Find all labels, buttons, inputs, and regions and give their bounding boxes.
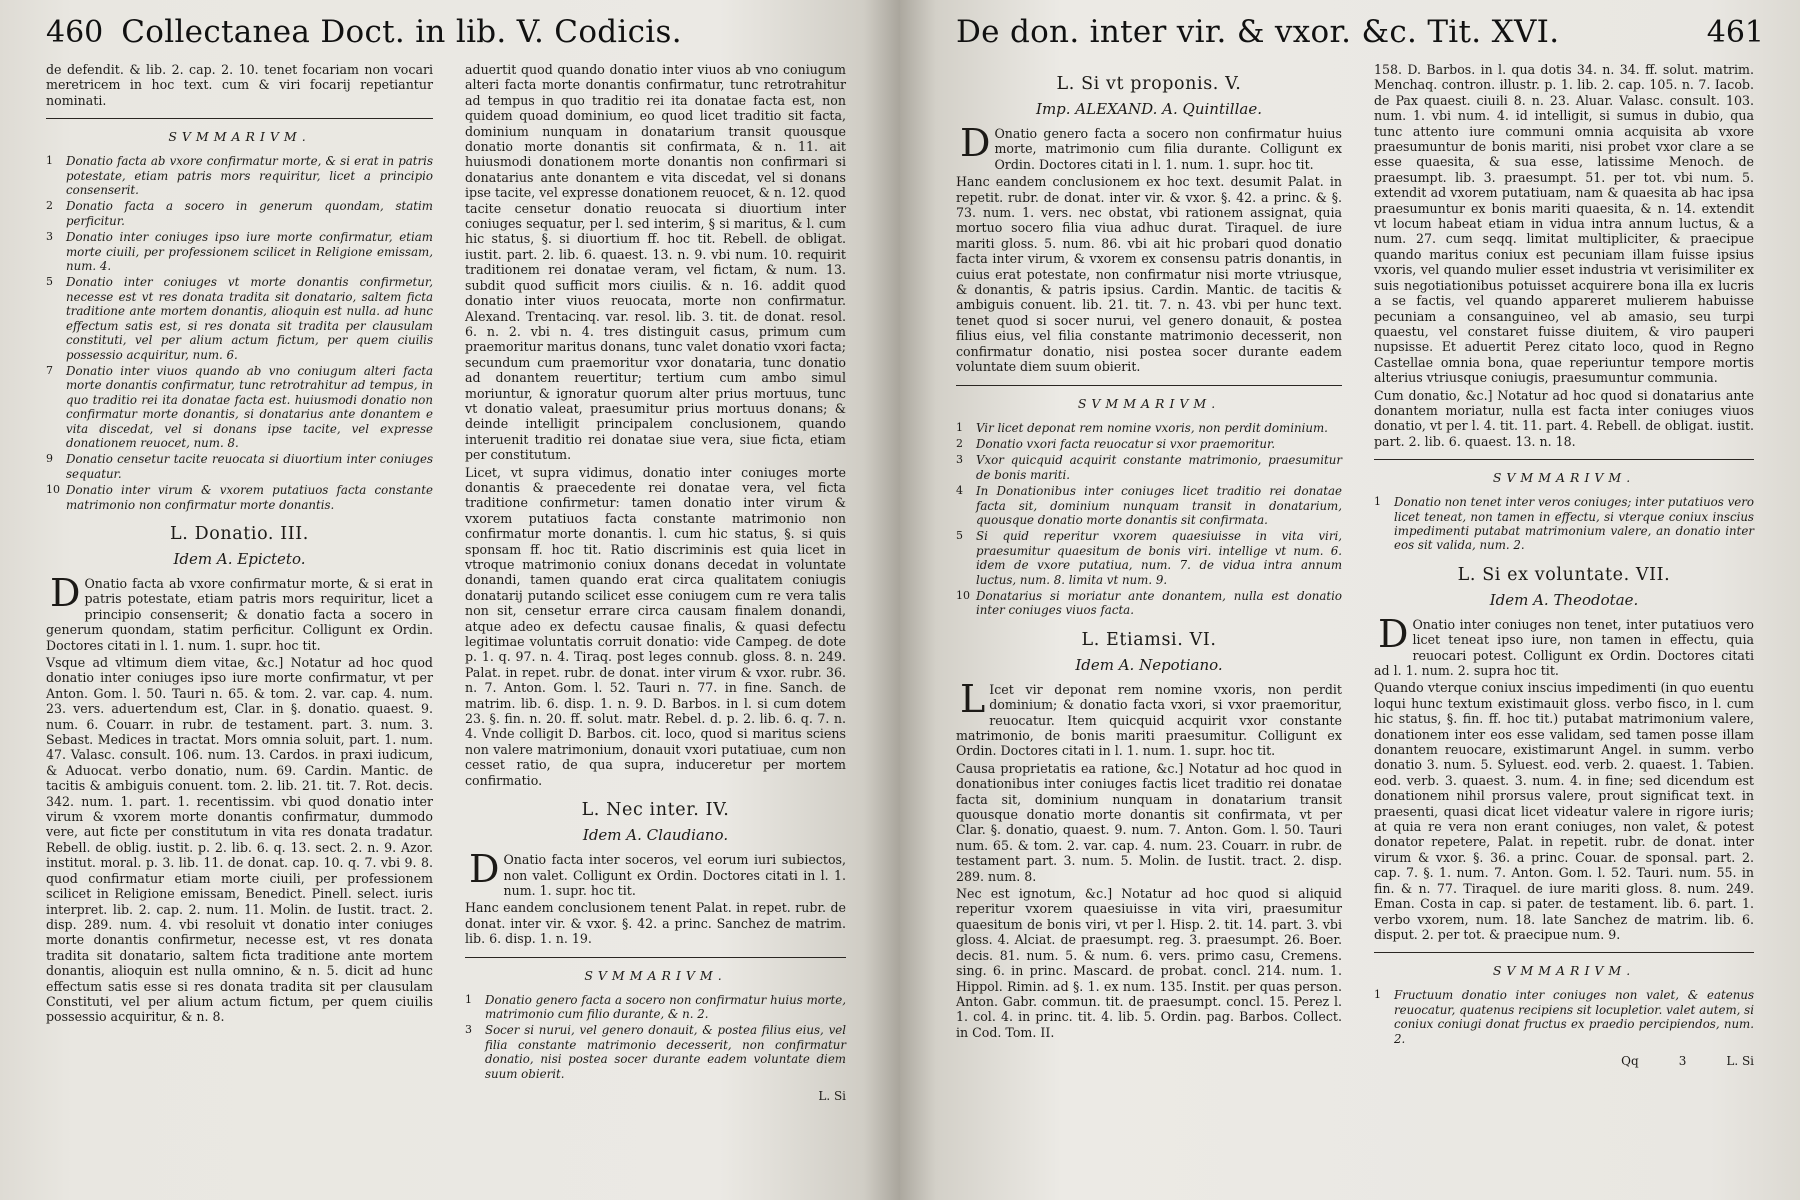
drop-cap: D bbox=[960, 121, 991, 165]
right-running-head bbox=[956, 14, 1764, 62]
right-column-2 bbox=[1360, 62, 1764, 1068]
summary-heading: SVMMARIVM. bbox=[1492, 963, 1636, 979]
law-body: D Onatio facta ab vxore confirmatur morte, & si erat in patris potestate, etiam patris mors requiritur, licet a principio consenserit; & donatio facta a socero in generum quondam, statim perficitur. Colligunt ex Ordin. Doctores citati in l. 1. num. 1. supr. hoc tit. bbox=[46, 570, 433, 653]
divider-rule bbox=[465, 957, 846, 958]
law-subtitle: Idem A. Nepotiano. bbox=[1075, 655, 1223, 674]
commentary-text: Causa proprietatis ea ratione, &c.] Notatur ad hoc quod in donationibus inter coniuges factis licet traditio rei donatae facta sit, dominium nunquam in donatarium transit quousque donatio morte donantis sit confirmata, vt per Clar. §. donatio, quaest. 9. num. 7. Anton. Gom. l. 50. Tauri num. 65. & tom. 2. var. cap. 4. num. 23. Couarr. in rubr. de testament part. 3. num. 5. Molin. de Iustit. tract. 2. disp. 289. num. 8. bbox=[956, 760, 1342, 884]
summary-item: 1 Fructuum donatio inter coniuges non valet, & eatenus reuocatur, quatenus recipiens sit locupletior. valet autem, si coniux coniugi donat fructus ex praedio percipiendos, num. 2. bbox=[1374, 988, 1754, 1046]
catchword: L. Si bbox=[1726, 1053, 1754, 1068]
left-column-1 bbox=[46, 62, 451, 1103]
summary-heading: SVMMARIVM. bbox=[584, 967, 727, 983]
left-running-head bbox=[46, 14, 856, 62]
drop-cap: L bbox=[960, 676, 986, 721]
law-subtitle: Idem A. Theodotae. bbox=[1489, 590, 1639, 609]
summary-item: 2 Donatio facta a socero in generum quondam, statim perficitur. bbox=[46, 199, 433, 228]
law-title: L. Nec inter. IV. bbox=[581, 800, 730, 821]
divider-rule bbox=[1374, 459, 1754, 460]
right-columns bbox=[956, 62, 1764, 1068]
left-running-title: Collectanea Doct. in lib. V. Codicis. bbox=[121, 14, 682, 50]
law-title: L. Si vt proponis. V. bbox=[1056, 74, 1242, 94]
law-body: D Onatio facta inter soceros, vel eorum iuri subiectos, non valet. Colligunt ex Ordin. Doctores citati in l. 1. num. 1. supr. hoc tit. bbox=[469, 847, 846, 898]
law-title: L. Donatio. III. bbox=[170, 523, 309, 544]
summary-item: 1 Vir licet deponat rem nomine vxoris, non perdit dominium. bbox=[956, 420, 1328, 435]
catchword: L. Si bbox=[818, 1088, 846, 1103]
summary-item: 2 Donatio vxori facta reuocatur si vxor praemoritur. bbox=[956, 436, 1276, 451]
commentary-text: Hanc eandem conclusionem tenent Palat. in repet. rubr. de donat. inter vir. & vxor. §. 42. a princ. Sanchez de matrim. lib. 6. disp. 1. n. 19. bbox=[465, 900, 846, 947]
right-running-title: De don. inter vir. & vxor. &c. Tit. XVI. bbox=[956, 14, 1560, 50]
law-body: L Icet vir deponat rem nomine vxoris, non perdit dominium; & donatio facta vxori, si vxor praemoritur, reuocatur. Item quicquid acquirit vxor constante matrimonio, de bonis mariti praesumitur. Colligunt ex Ordin. Doctores citati in l. 1. num. 1. supr. hoc tit. bbox=[956, 676, 1342, 759]
divider-rule bbox=[46, 118, 433, 119]
law-subtitle: Imp. ALEXAND. A. Quintillae. bbox=[1036, 100, 1262, 118]
signature-number: 3 bbox=[1678, 1053, 1687, 1068]
summary-heading: SVMMARIVM. bbox=[168, 129, 311, 145]
summary-list bbox=[46, 154, 433, 512]
commentary-text: aduertit quod quando donatio inter viuos ab vno coniugum alteri facta morte donantis confirmatur, tunc retrotrahitur ad tempus in quo traditio rei ita donatae facta est, non quidem quoad dominium, eo quod licet traditio sit facta, dominium nunquam in donatarium transit quousque donatio morte donantis sit confirmata, & n. 11. ait huiusmodi donationem morte donantis non confirmari si donatarius ante donantem e vita discedat, vel si donans ipse tacite, vel expresse donationem reuocet, & n. 12. quod tacite censetur donatio reuocata si diuortium inter coniuges sequatur, per l. sed interim, § si maritus, & l. cum hic status, §. si diuortium ff. hoc tit. Rebell. de obligat. iustit. part. 2. lib. 6. quaest. 13. n. 9. vbi num. 10. requirit traditionem rei donatae veram, vel fictam, & num. 13. subdit quod sufficit mors ciuilis. & n. 16. addit quod donatio inter viuos reuocata, morte non confirmatur. Alexand. Trentacinq. var. resol. lib. 3. tit. de donat. resol. 6. n. 2. vbi n. 4. tres distinguit casus, primum cum praemoritur maritus donans, tunc valet donatio vxori facta; secundum cum praemoritur vxor donataria, tunc donatio ad donantem reuertitur; tertium cum ambo simul moriuntur, & ignoratur quorum alter prius mortuus, tunc vt donatio valeat, praesumitur prius mortuus donans; & deinde intelligit principalem conclusionem, quando interuenit traditio rei donatae siue vera, siue ficta, etiam per constitutum. bbox=[465, 62, 846, 463]
summary-item: 1 Donatio non tenet inter veros coniuges; inter putatiuos vero licet teneat, non tamen in effectu, si vterque coniux inscius impedimenti putabat matrimonium valere, an donatio inter eos sit valida, num. 2. bbox=[1374, 495, 1754, 553]
left-columns bbox=[46, 62, 856, 1103]
commentary-text: Nec est ignotum, &c.] Notatur ad hoc quod si aliquid reperitur vxorem quaesiuisse in vita viri, praesumitur quaesitum de bonis viri, vt per l. Hisp. 2. tit. 14. part. 3. vbi gloss. 4. Alciat. de praesumpt. reg. 3. praesumpt. 26. Boer. decis. 81. num. 5. & num. 6. vers. primo casu, Cremens. sing. 6. in princ. Mascard. de probat. concl. 214. num. 1. Hippol. Rimin. ad §. 1. ex num. 135. Instit. per quas person. Anton. Gabr. commun. tit. de praesumpt. concl. 15. Perez l. 1. col. 4. in princ. tit. 4. lib. 5. Ordin. pag. Barbos. Collect. in Cod. Tom. II. bbox=[956, 886, 1342, 1040]
law-subtitle: Idem A. Claudiano. bbox=[582, 826, 729, 845]
summary-item: 7 Donatio inter viuos quando ab vno coniugum alteri facta morte donantis confirmatur, tunc retrotrahitur ad tempus, in quo traditio rei ita donatae facta est. huiusmodi donatio non confirmatur morte donantis, si donatarius ante donantem e vita discedat, vel si donans ipse tacite, vel expresse donationem reuocet, num. 8. bbox=[46, 363, 433, 450]
law-body: D Onatio inter coniuges non tenet, inter putatiuos vero licet teneat ipso iure, non tamen in effectu, quia reuocari potest. Colligunt ex Ordin. Doctores citati ad l. 1. num. 2. supra hoc tit. bbox=[1374, 611, 1754, 678]
law-title: L. Etiamsi. VI. bbox=[1081, 629, 1217, 650]
summary-item: 10 Donatio inter virum & vxorem putatiuos facta constante matrimonio non confirmatur morte donantis. bbox=[46, 483, 433, 512]
drop-cap: D bbox=[50, 570, 81, 615]
commentary-text: Hanc eandem conclusionem ex hoc text. desumit Palat. in repetit. rubr. de donat. inter vir. & vxor. §. 42. a princ. & §. 73. num. 1. vers. nec obstat, vbi rationem assignat, quia mortuo socero filia viua adhuc durat. Tiraquel. de iure mariti gloss. 5. num. 86. vbi ait hic probari quod donatio facta inter virum, & vxorem ex consensu patris donantis, in cuius erat potestate, non confirmatur nisi morte vtriusque, & donantis, & patris ipsius. Cardin. Mantic. de tacitis & ambiguis conuent. lib. 21. tit. 7. n. 43. vbi per hunc text. tenet quod si socer nurui, vel genero donauit, & postea filius eius, vel filia constante matrimonio decesserit, non confirmatur donatio, nisi postea socer durante eadem voluntate diem suum obierit. bbox=[956, 174, 1342, 375]
summary-heading: SVMMARIVM. bbox=[1492, 470, 1636, 486]
commentary-text: Licet, vt supra vidimus, donatio inter coniuges morte donantis & praecedente rei donatae vera, vel ficta traditione confirmetur: tamen donatio inter virum & vxorem putatiuos facta constante matrimonio non confirmatur morte donantis. l. cum hic status, §. si quis sponsam ff. hoc tit. Ratio discriminis est quia licet in vtroque matrimonio coniux donans decedat in voluntate donandi, tamen quando erat circa qualitatem coniugis donatarij putando scilicet esse coniugem cum re vera talis non sit, censetur errare circa causam finalem donandi, atque adeo ex defectu causae finalis, & quasi defectu legitimae voluntatis corruit donatio: vide Campeg. de dote p. 1. q. 97. n. 4. Tiraq. post leges connub. gloss. 8. n. 249. Palat. in repet. rubr. de donat. inter virum & vxor. rubr. 36. n. 7. Anton. Gom. l. 52. Tauri n. 77. in fine. Sanch. de matrim. lib. 6. disp. 1. n. 9. D. Barbos. in l. si cum dotem 23. §. fin. n. 20. ff. solut. matr. Rebel. d. p. 2. lib. 6. q. 7. n. 4. Vnde colligit D. Barbos. cit. loco, quod si maritus sciens non valere matrimonium, donauit vxori putatiuae, cum non cesset ratio, de qua supra, induceretur per mortem confirmatio. bbox=[465, 464, 846, 788]
signature-line bbox=[1374, 1054, 1754, 1068]
law-title: L. Si ex voluntate. VII. bbox=[1457, 564, 1671, 585]
right-column-1 bbox=[956, 62, 1360, 1068]
summary-item: 9 Donatio censetur tacite reuocata si diuortium inter coniuges sequatur. bbox=[46, 452, 433, 481]
summary-item: 5 Donatio inter coniuges vt morte donantis confirmetur, necesse est vt res donata tradita sit donatario, saltem ficta traditione ante mortem donantis, alioquin est nulla. ad hunc effectum satis est, si res donata sit tradita per clausulam constituti, vel per alium actum fictum, per quem ciuilis possessio acquiritur, num. 6. bbox=[46, 275, 433, 362]
law-body: D Onatio genero facta a socero non confirmatur huius morte, matrimonio cum filia durante. Colligunt ex Ordin. Doctores citati in l. 1. num. 1. supr. hoc tit. bbox=[960, 121, 1342, 172]
summary-item: 1 Donatio genero facta a socero non confirmatur huius morte, matrimonio cum filio durante, & n. 2. bbox=[465, 992, 846, 1021]
summary-item: 3 Socer si nurui, vel genero donauit, & postea filius eius, vel filia constante matrimonio decesserit, non confirmatur donatio, nisi postea socer durante eadem voluntate diem suum obierit. bbox=[465, 1023, 846, 1081]
summary-item: 1 Donatio facta ab vxore confirmatur morte, & si erat in patris potestate, etiam patris mors requiritur, licet a principio consenserit. bbox=[46, 154, 433, 198]
drop-cap: D bbox=[469, 847, 500, 892]
summary-item: 4 In Donationibus inter coniuges licet traditio rei donatae facta sit, dominium nunquam transit in donatarium, quousque donatio morte donantis sit confirmata. bbox=[956, 484, 1342, 527]
divider-rule bbox=[1374, 952, 1754, 953]
commentary-text: Cum donatio, &c.] Notatur ad hoc quod si donatarius ante donantem moriatur, nulla est facta inter coniuges viuos donatio, vt per l. 4. tit. 11. part. 4. Rebell. de obligat. iustit. part. 2. lib. 6. quaest. 13. n. 18. bbox=[1374, 387, 1754, 449]
summary-heading: SVMMARIVM. bbox=[1077, 395, 1221, 411]
law-subtitle: Idem A. Epicteto. bbox=[173, 549, 306, 568]
summary-item: 3 Vxor quicquid acquirit constante matrimonio, praesumitur de bonis mariti. bbox=[956, 453, 1342, 482]
divider-rule bbox=[956, 385, 1342, 386]
summary-item: 5 Si quid reperitur vxorem quaesiuisse in vita viri, praesumitur quaesitum de bonis viri. intellige vt num. 6. idem de vxore putatiua, num. 7. de vidua intra annum luctus, num. 8. limita vt num. 9. bbox=[956, 529, 1342, 587]
left-column-2 bbox=[451, 62, 856, 1103]
summary-item: 3 Donatio inter coniuges ipso iure morte confirmatur, etiam morte ciuili, per professionem scilicet in Religione emissam, num. 4. bbox=[46, 230, 433, 274]
right-page bbox=[900, 0, 1800, 1200]
right-page-number: 461 bbox=[1706, 15, 1764, 50]
signature-mark: Qq bbox=[1621, 1053, 1639, 1068]
commentary-text: 158. D. Barbos. in l. qua dotis 34. n. 34. ff. solut. matrim. Menchaq. contron. illustr. p. 1. lib. 2. cap. 105. n. 7. Iacob. de Pax quaest. ciuili 8. n. 23. Aluar. Valasc. consult. 103. num. 1. vbi num. 4. id intelligit, si sumus in dubio, qua tunc attento iure communi omnia acquisita ab vxore praesumuntur de bonis mariti, nisi probet vxor clare a se esse quaesita, & sua esse, latissime Menoch. de praesumpt. lib. 3. praesumpt. 51. per tot. vbi num. 5. extendit ad vxorem putatiuam, nam & quaesita ab hac ipsa praesumuntur ex bonis mariti quaesita, & n. 14. extendit vt locum habeat etiam in vidua intra annum luctus, & a num. 27. cum seqq. limitat multipliciter, & praecipue quando maritus coniux est pecuniam illam fuisse ipsius vxoris, vel quando mulier esset industria vt verisimiliter ex suis negotiationibus potuisset acquirere bona illa ex lucris a se factis, vel quando appareret mulierem habuisse pecuniam a consanguineo, vel ab amasio, seu turpi quaestu, vel constaret fuisse diuitem, & viro pauperi nupsisse. Et aduertit Perez citato loco, quod in Regno Castellae omnia bona, quae reperiuntur tempore mortis alterius vtriusque coniugis, praesumuntur communia. bbox=[1374, 62, 1754, 386]
left-page-number: 460 bbox=[46, 15, 104, 50]
left-intro-text: de defendit. & lib. 2. cap. 2. 10. tenet focariam non vocari meretricem in hoc text. cum & viri focarij repetiantur nominati. bbox=[46, 62, 433, 108]
summary-item: 10 Donatarius si moriatur ante donantem, nulla est donatio inter coniuges viuos facta. bbox=[956, 588, 1342, 618]
commentary-text: Quando vterque coniux inscius impedimenti (in quo euentu loqui hunc textum existimauit gloss. verbo fisco, in l. cum hic status, §. fin. ff. hoc tit.) putabat matrimonium valere, donationem inter eos esse validam, sed tamen posse illam donantem reuocare, existimarunt Angel. in summ. verbo donatio 3. num. 5. Syluest. eod. verb. 2. quaest. 1. Tabien. eod. verb. 3. quaest. 3. num. 4. in fine; sed dicendum est donationem nihil prorsus valere, prout significat text. in praesenti, quasi dicat licet videatur valere in rigore iuris; at quia re vera non erant coniuges, non valet, & potest donator repetere, Palat. in repetit. rubr. de donat. inter virum & vxor. §. 36. a princ. Couar. de sponsal. part. 2. cap. 7. §. 1. num. 7. Anton. Gom. l. 52. Tauri. num. 55. in fin. & n. 77. Tiraquel. de iure mariti gloss. 8. num. 249. Eman. Costa in cap. si pater. de testament. lib. 6. part. 1. verbo vxorem, num. 18. late Sanchez de matrim. lib. 6. disput. 2. per tot. & praecipue num. 9. bbox=[1374, 680, 1754, 942]
commentary-text: Vsque ad vltimum diem vitae, &c.] Notatur ad hoc quod donatio inter coniuges ipso iure morte confirmatur, vt per Anton. Gom. l. 50. Tauri n. 65. & tom. 2. var. cap. 4. num. 23. vers. aduertendum est, Clar. in §. donatio. quaest. 9. num. 6. Couarr. in rubr. de testament. part. 3. num. 3. Sebast. Medices in tractat. Mors omnia soluit, part. 1. num. 47. Valasc. consult. 106. num. 13. Cardos. in praxi iudicum, & Aduocat. verbo donatio, num. 69. Cardin. Mantic. de tacitis & ambiguis conuent. tom. 2. lib. 21. tit. 7. Rot. decis. 342. num. 1. part. 1. recentissim. vbi quod donatio inter virum & vxorem morte donantis confirmatur, dummodo vere, aut ficte per constitutum in vita res donata tradatur. Rebell. de oblig. iustit. p. 2. lib. 6. q. 13. sect. 2. n. 9. Azor. institut. moral. p. 3. lib. 11. de donat. cap. 10. q. 7. vbi 9. 8. quod confirmatur etiam morte ciuili, per professionem scilicet in Religione emissam, Benedict. Pinell. select. iuris interpret. lib. 2. cap. 2. num. 11. Molin. de Iustit. tract. 2. disp. 289. num. 4. vbi resoluit vt donatio inter coniuges morte donantis confirmetur, necesse est, vt res donata tradita sit donatario, saltem ficta traditione ante mortem donantis, alioquin est nulla omnino, & n. 5. dicit ad hunc effectum satis esse si res donata tradita sit per clausulam Constituti, vel per alium actum fictum, per quem ciuilis possessio acquiritur, & n. 8. bbox=[46, 655, 433, 1025]
drop-cap: D bbox=[1378, 611, 1409, 656]
